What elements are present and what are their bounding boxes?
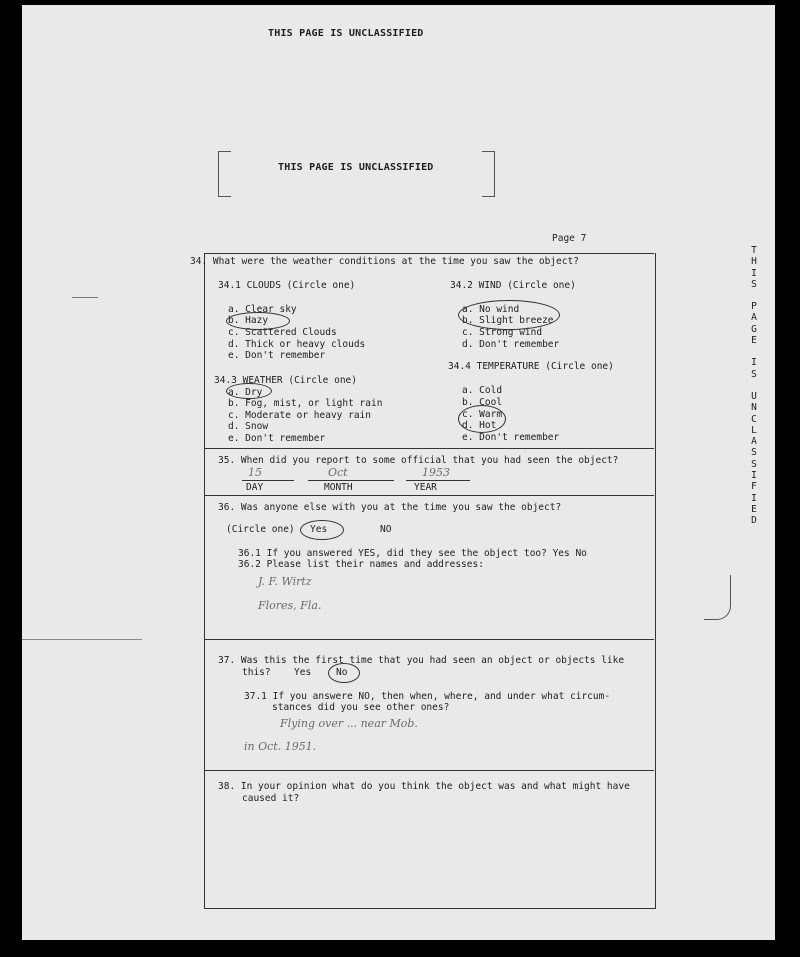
divider-35 [204, 448, 654, 449]
q34-wind-heading: 34.2 WIND (Circle one) [450, 280, 576, 291]
stamp-bracket [704, 575, 731, 620]
circled-answer-hazy [226, 312, 290, 330]
q36-1-text: 36.1 If you answered YES, did they see the object too? Yes No [238, 548, 587, 559]
q37-handwriting-line1: Flying over ... near Mob. [280, 717, 418, 730]
q37-question-line1: 37. Was this the first time that you had seen an object or objects like [218, 655, 625, 666]
q38-question-line1: 38. In your opinion what do you think the object was and what might have [218, 781, 630, 792]
circled-answer-wind [458, 300, 560, 330]
divider-38 [204, 770, 654, 771]
q37-1-text-line1: 37.1 If you answere NO, then when, where, and under what circum- [244, 691, 611, 702]
temp-option: b. Cool [462, 397, 503, 408]
q37-yes: Yes [294, 667, 312, 678]
scan-mark [22, 639, 142, 640]
q37-1-text-line2: stances did you see other ones? [272, 702, 450, 713]
q36-2-text: 36.2 Please list their names and addresses: [238, 559, 484, 570]
q37-no: No [336, 667, 348, 678]
temp-option: a. Cold [462, 385, 503, 396]
year-line [406, 480, 470, 481]
q35-day-handwriting: 15 [248, 466, 262, 479]
document-page [22, 5, 775, 940]
q38-question-line2: caused it? [242, 793, 300, 804]
clouds-option: c. Scattered Clouds [228, 327, 337, 338]
page-number: Page 7 [552, 233, 587, 244]
vertical-classification-stamp: T H I S P A G E I S U N C L A S S I F I E D [751, 245, 757, 527]
wind-option: c. Strong wind [462, 327, 543, 338]
divider-37 [204, 639, 654, 640]
month-label: MONTH [324, 482, 353, 493]
clouds-option: b. Hazy [228, 315, 269, 326]
circled-answer-no [328, 663, 360, 683]
box-top-line [204, 253, 654, 254]
bracket-right [482, 151, 495, 197]
circled-answer-dry [226, 383, 272, 399]
q37-handwriting-line2: in Oct. 1951. [244, 740, 317, 753]
middle-classification-banner: THIS PAGE IS UNCLASSIFIED [278, 162, 434, 173]
q35-year-handwriting: 1953 [422, 466, 450, 479]
weather-option: d. Snow [228, 421, 269, 432]
wind-option: d. Don't remember [462, 339, 560, 350]
q35-month-handwriting: Oct [328, 466, 348, 479]
temp-option: d. Hot [462, 420, 497, 431]
q35-question: 35. When did you report to some official that you had seen the object? [218, 455, 619, 466]
weather-option: c. Moderate or heavy rain [228, 410, 371, 421]
q34-temperature-heading: 34.4 TEMPERATURE (Circle one) [448, 361, 614, 372]
q36-yes: Yes [310, 524, 328, 535]
q36-handwritten-address: Flores, Fla. [258, 599, 322, 612]
weather-option: e. Don't remember [228, 433, 326, 444]
circled-answer-yes [300, 520, 344, 540]
temp-option: c. Warm [462, 409, 503, 420]
q34-weather-heading: 34.3 WEATHER (Circle one) [214, 375, 357, 386]
weather-option: b. Fog, mist, or light rain [228, 398, 383, 409]
clouds-option: a. Clear sky [228, 304, 297, 315]
clouds-option: d. Thick or heavy clouds [228, 339, 366, 350]
bracket-left [218, 151, 231, 197]
month-line [308, 480, 394, 481]
q36-no: NO [380, 524, 392, 535]
q37-question-line2: this? [242, 667, 271, 678]
weather-option: a. Dry [228, 387, 263, 398]
q34-question: 34. What were the weather conditions at the time you saw the object? [190, 256, 579, 267]
temp-option: e. Don't remember [462, 432, 560, 443]
wind-option: b. Slight breeze [462, 315, 554, 326]
day-line [242, 480, 294, 481]
q36-question: 36. Was anyone else with you at the time you saw the object? [218, 502, 562, 513]
day-label: DAY [246, 482, 264, 493]
q34-clouds-heading: 34.1 CLOUDS (Circle one) [218, 280, 356, 291]
top-classification-banner: THIS PAGE IS UNCLASSIFIED [268, 28, 424, 39]
clouds-option: e. Don't remember [228, 350, 326, 361]
q36-circle-one: (Circle one) [226, 524, 295, 535]
scan-mark [72, 297, 98, 298]
q36-handwritten-name: J. F. Wirtz [258, 575, 312, 588]
divider-36 [204, 495, 654, 496]
circled-answer-warm [458, 405, 506, 433]
year-label: YEAR [414, 482, 437, 493]
wind-option: a. No wind [462, 304, 520, 315]
